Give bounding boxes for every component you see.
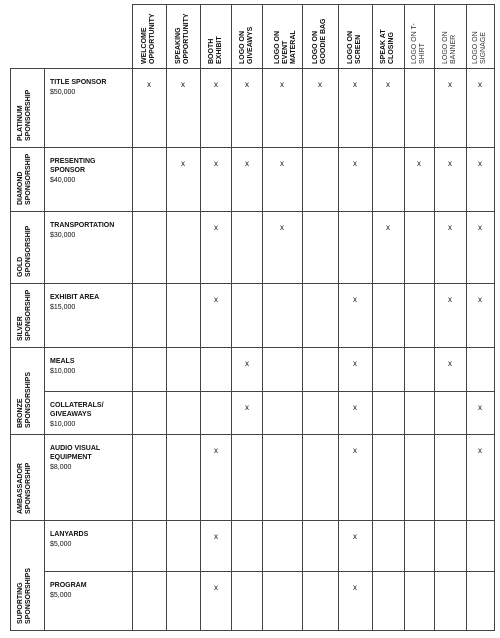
check-mark: x [448, 223, 452, 232]
item-name: TITLE SPONSOR [50, 79, 107, 86]
category-label: SUPORTING SPONSORSHIPS [17, 567, 32, 624]
column-header [466, 4, 494, 68]
category-cell [10, 68, 44, 147]
check-mark: x [280, 159, 284, 168]
check-mark: x [353, 403, 357, 412]
column-header [338, 4, 372, 68]
sponsorship-item [44, 221, 132, 240]
category-cell [10, 520, 44, 630]
column-header [262, 4, 302, 68]
item-price: $5,000 [50, 541, 72, 548]
check-mark: x [478, 159, 482, 168]
item-price: $8,000 [50, 464, 72, 471]
row-divider [10, 520, 495, 521]
check-mark: x [353, 295, 357, 304]
column-header [404, 4, 434, 68]
column-divider [132, 68, 133, 630]
check-mark: x [353, 80, 357, 89]
column-header [200, 4, 231, 68]
sponsorship-item [44, 293, 132, 312]
item-name: PRESENTING SPONSOR [50, 158, 96, 174]
check-mark: x [353, 359, 357, 368]
check-mark: x [147, 80, 151, 89]
check-mark: x [386, 223, 390, 232]
sponsorship-item [44, 357, 132, 376]
column-header-label: LOGO ON SCREEN [347, 30, 362, 64]
check-mark: x [353, 159, 357, 168]
check-mark: x [353, 583, 357, 592]
column-header [434, 4, 466, 68]
sponsorship-item [44, 530, 132, 549]
item-name: COLLATERALS/ GIVEAWAYS [50, 402, 104, 418]
column-header-label: BOOTH EXHIBIT [208, 36, 223, 64]
check-mark: x [353, 532, 357, 541]
sponsorship-item [44, 401, 132, 429]
item-name: AUDIO VISUAL EQUIPMENT [50, 445, 101, 461]
item-name: LANYARDS [50, 531, 89, 538]
row-divider [10, 434, 495, 435]
check-mark: x [214, 80, 218, 89]
check-mark: x [214, 446, 218, 455]
check-mark: x [386, 80, 390, 89]
category-label: BRONZE SPONSORSHIPS [17, 371, 32, 428]
check-mark: x [448, 80, 452, 89]
category-cell [10, 434, 44, 520]
check-mark: x [245, 359, 249, 368]
column-divider [434, 68, 435, 630]
check-mark: x [478, 223, 482, 232]
column-header-label: SPEAK AT CLOSING [380, 29, 395, 64]
item-name: TRANSPORTATION [50, 222, 115, 229]
row-divider [44, 571, 495, 572]
column-divider [302, 68, 303, 630]
check-mark: x [280, 80, 284, 89]
check-mark: x [318, 80, 322, 89]
item-price: $50,000 [50, 89, 76, 96]
column-header [372, 4, 404, 68]
item-name: PROGRAM [50, 582, 87, 589]
row-divider [10, 211, 495, 212]
column-header-label: LOGO ON SIGNAGE [472, 31, 487, 64]
category-label: GOLD SPONSORSHIP [17, 225, 32, 277]
column-divider [466, 68, 467, 630]
column-header-label: LOGO ON EVENT MATERAL [274, 30, 297, 64]
header-bottom-border [10, 68, 495, 69]
check-mark: x [181, 80, 185, 89]
column-divider [262, 68, 263, 630]
category-label: SILVER SPONSORSHIP [17, 289, 32, 341]
column-divider [494, 68, 495, 630]
check-mark: x [448, 359, 452, 368]
column-header-label: WELCOME OPPORTUNITY [141, 13, 156, 64]
column-divider [404, 68, 405, 630]
item-name: EXHIBIT AREA [50, 294, 100, 301]
item-price: $5,000 [50, 592, 72, 599]
check-mark: x [214, 295, 218, 304]
column-header [132, 4, 166, 68]
check-mark: x [448, 295, 452, 304]
category-cell [10, 283, 44, 347]
column-divider [231, 68, 232, 630]
item-price: $15,000 [50, 304, 76, 311]
item-price: $10,000 [50, 421, 76, 428]
item-price: $10,000 [50, 368, 76, 375]
check-mark: x [214, 223, 218, 232]
item-name: MEALS [50, 358, 75, 365]
check-mark: x [478, 80, 482, 89]
category-label: DIAMOND SPONSORSHIP [17, 153, 32, 205]
check-mark: x [478, 403, 482, 412]
column-header [302, 4, 338, 68]
check-mark: x [353, 446, 357, 455]
column-header [166, 4, 200, 68]
check-mark: x [478, 446, 482, 455]
column-header-label: SPEAKING OPPORTUNITY [175, 13, 190, 64]
row-divider [10, 347, 495, 348]
column-header-label: LOGO ON T- SHIRT [411, 23, 426, 64]
sponsorship-item [44, 157, 132, 185]
check-mark: x [417, 159, 421, 168]
category-label: PLATINUM SPONSORSHIP [17, 89, 32, 141]
column-header-label: LOGO ON BANNER [442, 31, 457, 64]
column-header-label: LOGO ON GIVEAWYS [239, 26, 254, 64]
header-divider [494, 4, 495, 68]
row-divider [10, 283, 495, 284]
category-cell [10, 211, 44, 283]
sponsorship-item [44, 444, 132, 472]
item-price: $30,000 [50, 232, 76, 239]
row-divider [10, 147, 495, 148]
check-mark: x [478, 295, 482, 304]
check-mark: x [214, 159, 218, 168]
column-divider [166, 68, 167, 630]
sponsorship-item [44, 581, 132, 600]
category-cell [10, 147, 44, 211]
category-cell [10, 347, 44, 434]
check-mark: x [214, 583, 218, 592]
item-price: $40,000 [50, 177, 76, 184]
column-divider [200, 68, 201, 630]
sponsorship-item [44, 78, 132, 97]
column-header-label: LOGO ON GOODIE BAG [312, 18, 327, 64]
check-mark: x [245, 403, 249, 412]
row-divider [44, 391, 495, 392]
check-mark: x [448, 159, 452, 168]
row-divider [10, 630, 495, 631]
category-label: AMBASSADOR SPONSORSHIP [17, 462, 32, 514]
check-mark: x [214, 532, 218, 541]
column-header [231, 4, 262, 68]
check-mark: x [245, 159, 249, 168]
column-divider [338, 68, 339, 630]
check-mark: x [280, 223, 284, 232]
column-divider [372, 68, 373, 630]
check-mark: x [245, 80, 249, 89]
check-mark: x [181, 159, 185, 168]
